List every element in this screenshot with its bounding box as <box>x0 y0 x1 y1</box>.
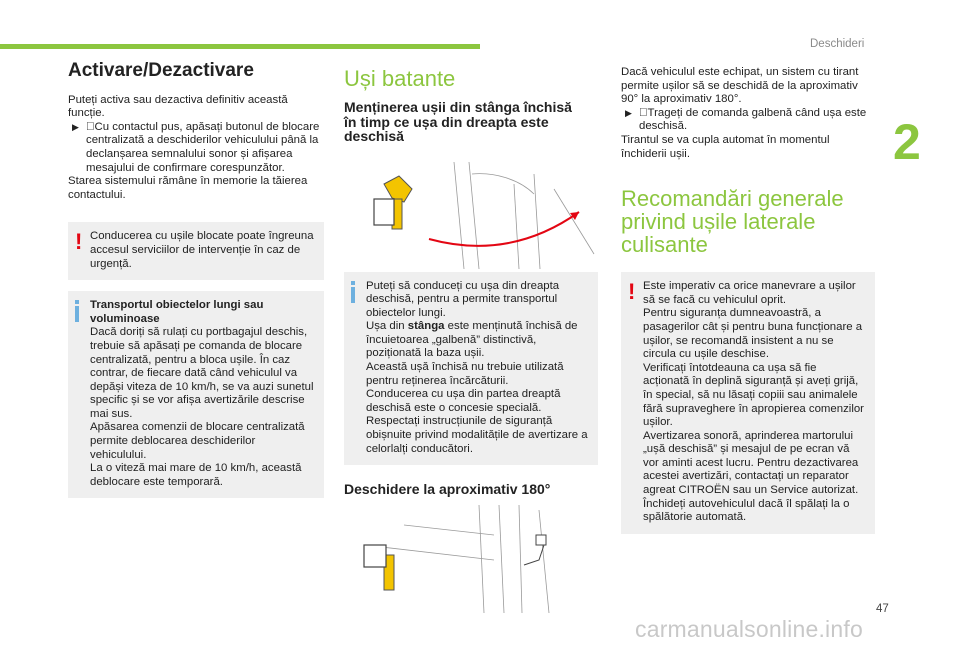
header-accent-bar <box>0 44 480 49</box>
activation-outro: Starea sistemului rămâne în memorie la tăierea contactului. <box>68 175 308 201</box>
activation-intro: Puteți activa sau dezactiva definitiv această funcție. <box>68 93 288 120</box>
page-number: 47 <box>876 603 889 615</box>
activation-bullet: ▶ Cu contactul pus, apăsați butonul de blocare centralizată a deschiderilor vehiculului până la declanșarea semnalului sonor și afișarea mesajului de confirmare corespunzător. <box>72 120 320 174</box>
warning-exclamation-icon: ! <box>75 229 83 255</box>
section-label: Deschideri <box>810 38 865 50</box>
warning-box-locked-doors: ! Conducerea cu ușile blocate poate îngreuna accesul serviciilor de intervenție în caz de urgență. <box>68 222 324 280</box>
warning-exclamation-icon: ! <box>628 279 636 305</box>
info-box-left-door: Puteți să conduceți cu ușa din dreapta deschisă, pentru a permite transportul obiectelor lungi. Ușa din stânga este menținută închisă de încuietoarea „galbenă” distinctivă, poziționată la baza ușii. Această ușă închisă nu trebuie utilizată pentru reținerea încărcăturii. Conducerea cu ușa din partea dreaptă deschisă este o concesie specială. Respectați instrucțiunile de siguranță obișnuite privind modalitățile de avertizare a celorlalți conducători. <box>344 272 598 466</box>
bullet-arrow-icon: ▶ <box>72 121 79 132</box>
activation-title: Activare/Dezactivare <box>68 60 254 81</box>
recommendations-title: Recomandări generale privind ușile laterale culisante <box>621 186 844 258</box>
door-180-illustration <box>344 505 598 613</box>
column-left <box>68 60 324 498</box>
chapter-number: 2 <box>893 114 921 170</box>
open-180-title: Deschidere la aproximativ 180° <box>344 481 551 498</box>
info-box-long-objects: Transportul obiectelor lungi sau voluminoase Dacă doriți să rulați cu portbagajul deschis, trebuie să apăsați pe comanda de blocare centralizată, pentru a bloca ușile. În caz contrar, de fiecare dată când vehiculul va depăși viteza de 10 km/h, se va auzi sunetul specific și se vor afișa avertizările descrise mai sus. Apăsarea comenzii de blocare centralizată permite deblocarea deschiderilor vehiculului. La o viteză mai mare de 10 km/h, această deblocare este temporară. <box>68 291 324 498</box>
tie-rod-intro: Dacă vehiculul este echipat, un sistem cu tirant permite ușilor să se deschidă de la aproximativ 90° la aproximativ 180°. <box>621 66 859 106</box>
info-i-icon <box>75 300 79 322</box>
hinged-doors-title: Uși batante <box>344 66 456 91</box>
door-lock-illustration <box>344 154 598 272</box>
column-right <box>621 66 875 534</box>
info-box-title: Transportul obiectelor lungi sau voluminoase <box>90 299 264 325</box>
tie-rod-outro: Tirantul se va cupla automat în momentul închiderii ușii. <box>621 133 830 160</box>
column-middle <box>344 64 598 613</box>
warning-box-sliding-doors: ! Este imperativ ca orice manevrare a ușilor să se facă cu vehiculul oprit. Pentru siguranța dumneavoastră, a pasagerilor cât și pentru buna funcționare a ușilor, se recomandă insistent a nu se circula cu ușile deschise. Verificați întotdeauna ca ușa să fie acționată în deplină siguranță și aveți grijă, în special, să nu lăsați copiii sau animalele fără supraveghere în apropierea comenzilor ușilor. Avertizarea sonoră, aprinderea martorului „ușă deschisă” și mesajul de pe ecran vă vor aminti acest lucru. Pentru dezactivarea acestei avertizări, contactați un reparator agreat CITROËN sau un Service autorizat. Închideți autovehiculul dacă îl spălați la o spălătorie automată. <box>621 272 875 534</box>
info-i-icon <box>351 281 355 303</box>
keep-left-door-title: Menținerea ușii din stânga închisă în timp ce ușa din dreapta este deschisă <box>344 99 572 144</box>
bullet-arrow-icon: ▶ <box>625 107 632 118</box>
tie-rod-bullet: ▶ Trageți de comanda galbenă când ușa este deschisă. <box>625 106 867 133</box>
watermark: carmanualsonline.info <box>635 616 863 642</box>
